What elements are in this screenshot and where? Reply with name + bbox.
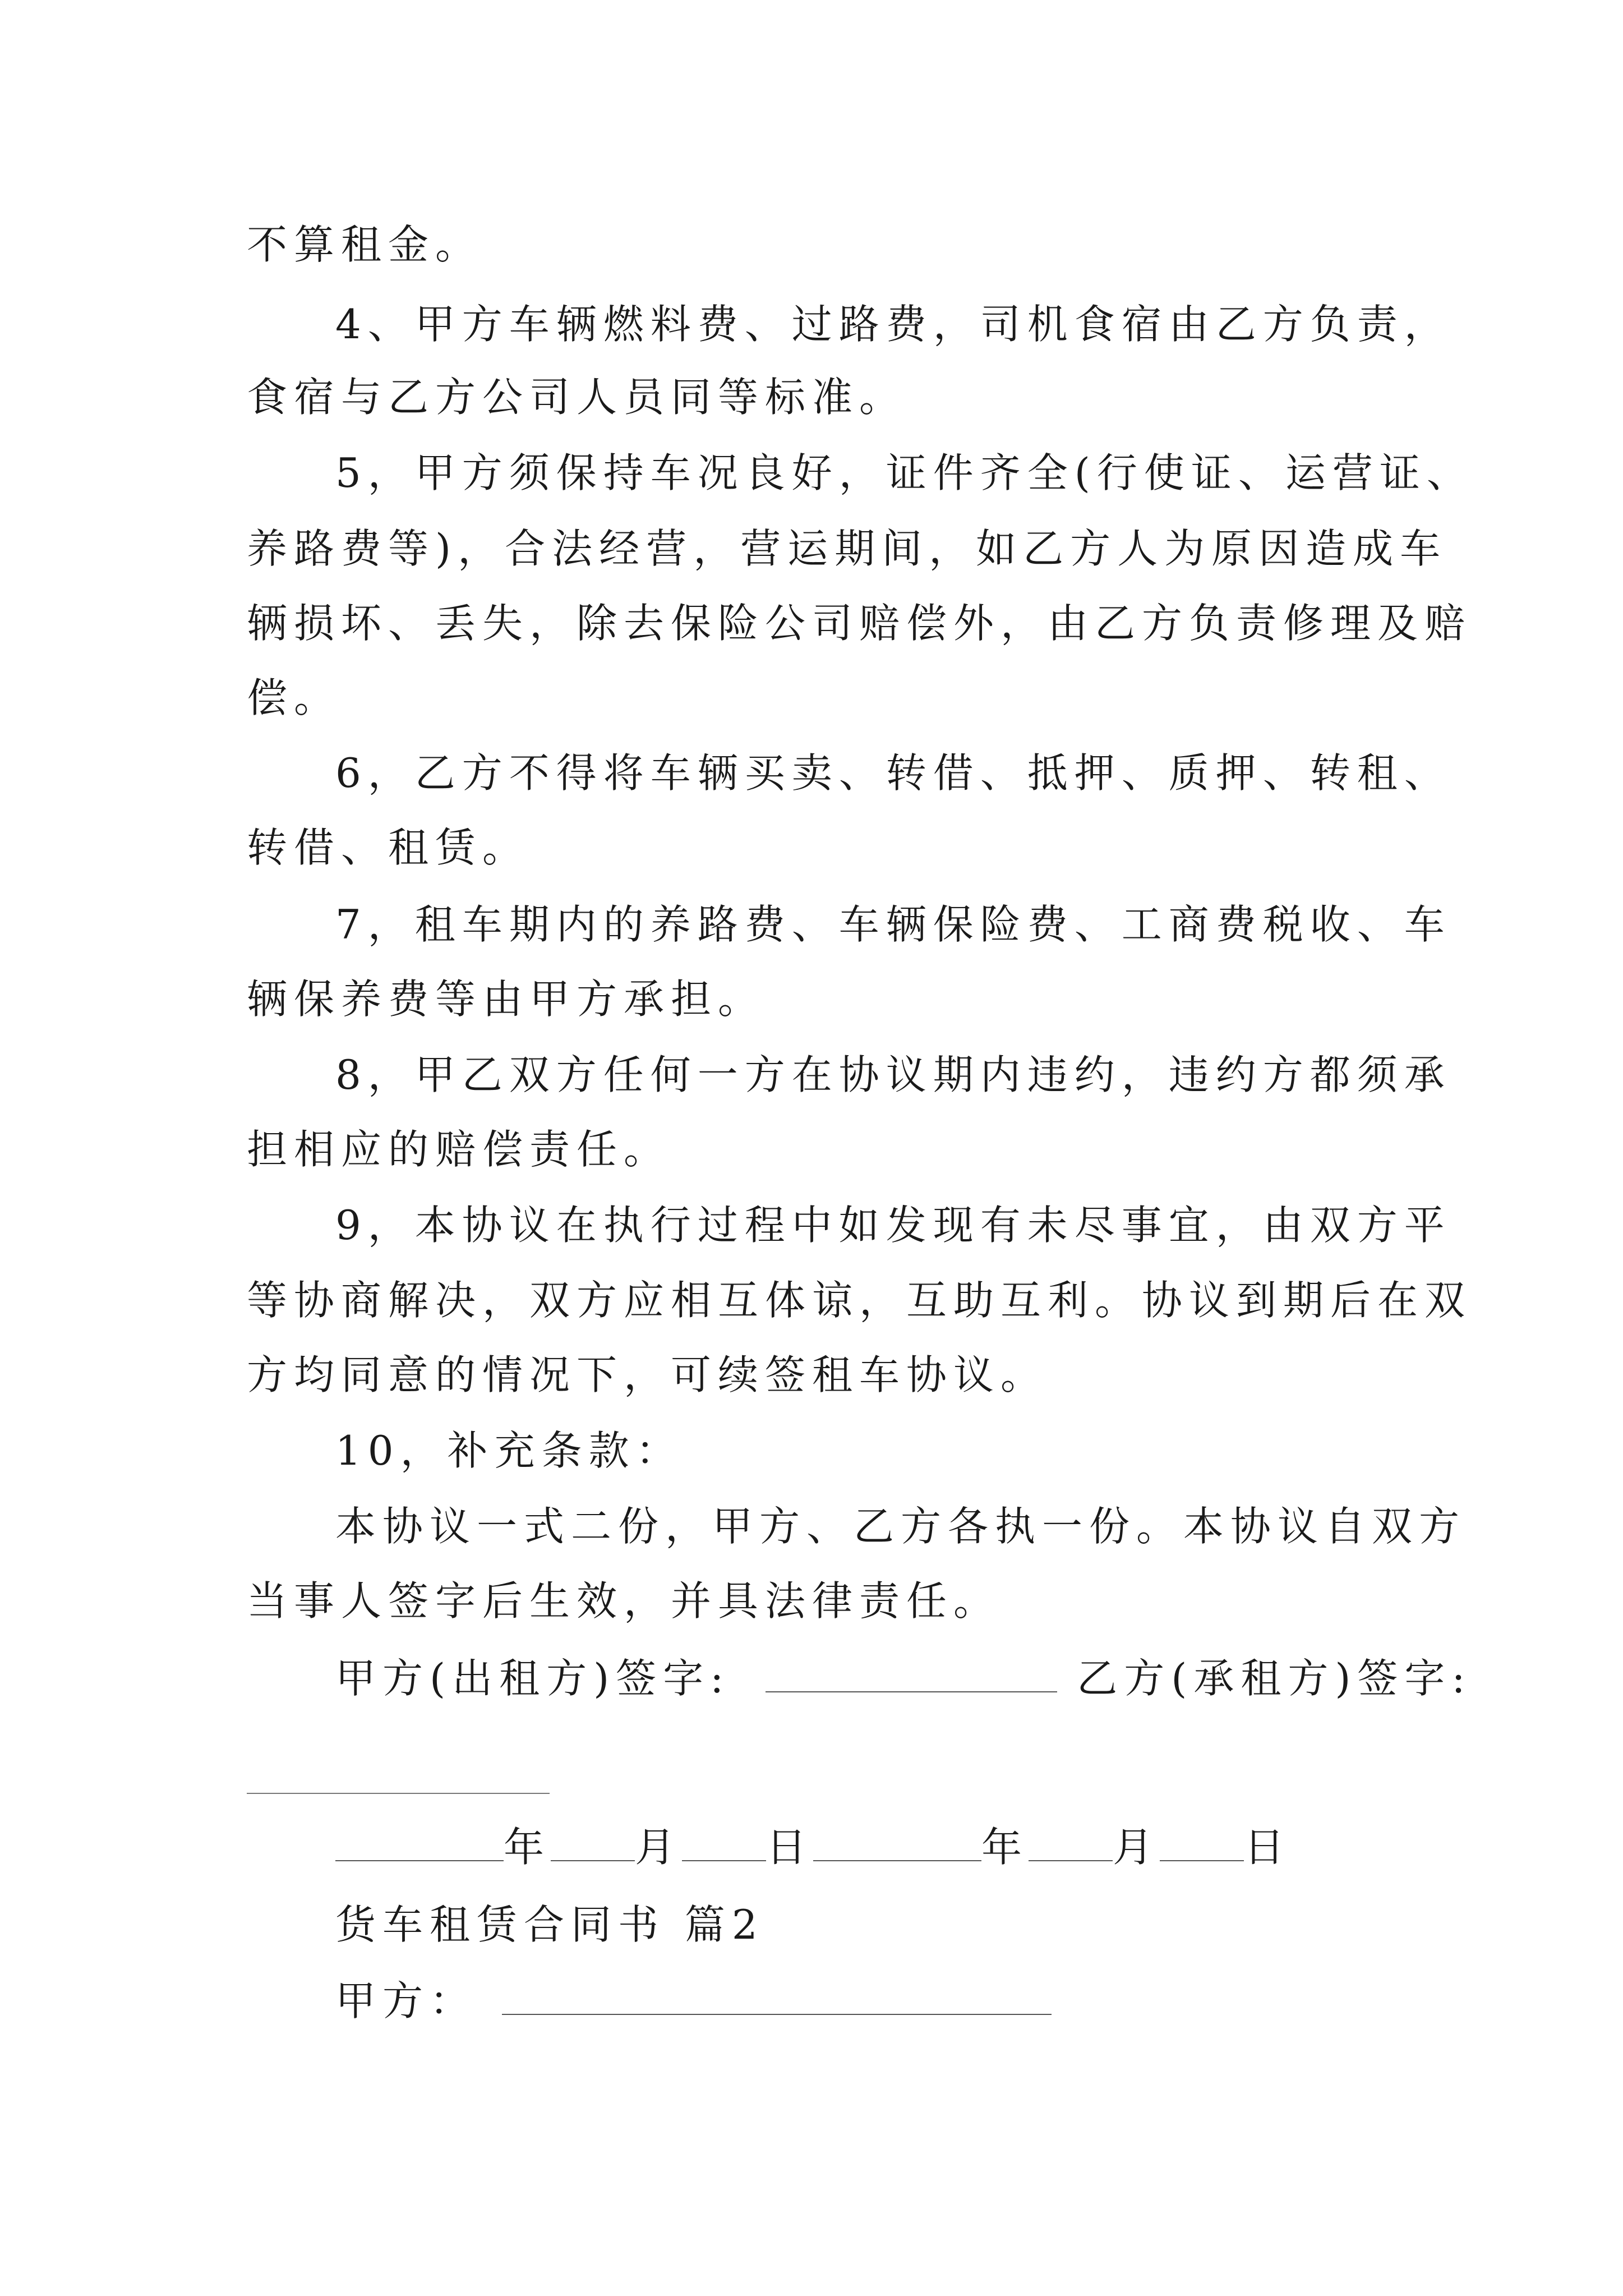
clause-6-line-1: 6，乙方不得将车辆买卖、转借、抵押、质押、转租、 [335,749,1451,797]
clause-6-line-2: 转借、租赁。 [247,824,530,871]
clause-9-line-3: 方均同意的情况下，可续签租车协议。 [247,1351,1048,1398]
month-label-a: 月 [635,1824,683,1871]
clause-10-heading: 10，补充条款： [335,1427,683,1474]
signature-row [335,1651,1472,1705]
clause-5-line-1: 5，甲方须保持车况良好，证件齐全(行使证、运营证、 [335,449,1474,496]
day-label-b: 日 [1244,1824,1292,1871]
party-b-signature-label: 乙方(承租方)签字: [1077,1655,1472,1702]
clause-9-line-2: 等协商解决，双方应相互体谅，互助互利。协议到期后在双 [247,1277,1472,1324]
party-a-label: 甲方： [335,1977,477,2024]
clause-4-line-1: 4、甲方车辆燃料费、过路费，司机食宿由乙方负责， [335,301,1451,348]
day-blank-a [682,1820,766,1861]
clause-8-line-2: 担相应的赔偿责任。 [247,1126,671,1173]
clause-5-line-2: 养路费等)，合法经营，营运期间，如乙方人为原因造成车 [247,525,1447,572]
month-blank-b [1029,1820,1113,1861]
date-row [335,1820,1291,1874]
text-line: 不算租金。 [247,221,483,268]
party-a-signature-blank [766,1651,1057,1692]
month-blank-a [551,1820,635,1861]
party-a-row [335,1973,1052,2028]
month-label-b: 月 [1113,1824,1160,1871]
party-a-blank [502,1973,1052,2015]
clause-4-line-2: 食宿与乙方公司人员同等标准。 [247,374,907,421]
day-label-a: 日 [766,1824,814,1871]
clause-7-line-1: 7，租车期内的养路费、车辆保险费、工商费税收、车 [335,901,1451,948]
day-blank-b [1160,1820,1244,1861]
clause-5-line-4: 偿。 [247,674,342,721]
year-label-a: 年 [504,1824,551,1871]
copies-line-1: 本协议一式二份，甲方、乙方各执一份。本协议自双方 [335,1503,1467,1550]
year-label-b: 年 [981,1824,1029,1871]
copies-line-2: 当事人签字后生效，并具法律责任。 [247,1577,1001,1625]
clause-7-line-2: 辆保养费等由甲方承担。 [247,976,766,1023]
clause-9-line-1: 9，本协议在执行过程中如发现有未尽事宜，由双方平 [335,1202,1451,1249]
signature-continuation-rule [247,1793,550,1794]
year-blank-b [813,1820,981,1861]
clause-8-line-1: 8，甲乙双方任何一方在协议期内违约，违约方都须承 [335,1051,1451,1098]
party-a-signature-label: 甲方(出租方)签字: [335,1655,731,1702]
year-blank-a [335,1820,504,1861]
section-title: 货车租赁合同书 篇2 [335,1901,764,1948]
clause-5-line-3: 辆损坏、丢失，除去保险公司赔偿外，由乙方负责修理及赔 [247,600,1472,647]
